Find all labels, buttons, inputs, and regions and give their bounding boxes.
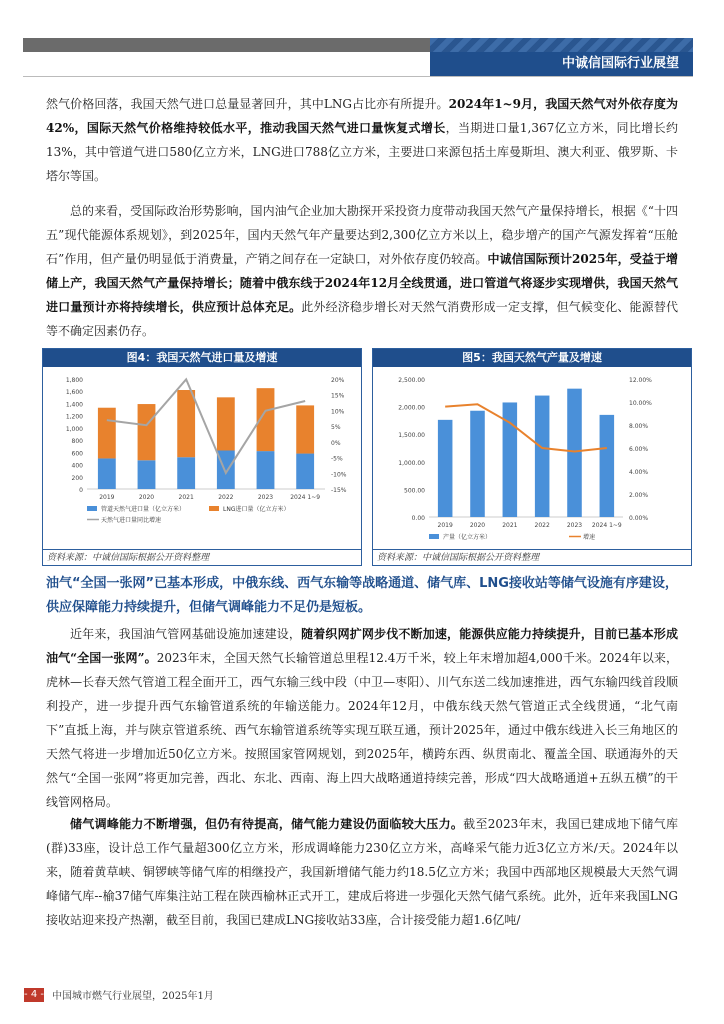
bar	[470, 411, 485, 517]
p4-bold: 储气调峰能力不断增强，但仍有待提高，储气能力建设仍面临较大压力。	[70, 817, 464, 831]
y2-tick-label: 6.00%	[629, 446, 649, 453]
p3-bold: 随着织网扩网步伐不断加速，能源供应能力持续提升，目前已基本形成油气“全国一张网”。	[46, 627, 678, 665]
x-tick-label: 2019	[437, 522, 453, 529]
series-line	[107, 379, 305, 473]
header-rule	[23, 76, 693, 77]
y-tick-label: 1,500.00	[398, 432, 425, 440]
series-line	[445, 404, 607, 451]
p1-bold: 2024年1~9月，我国天然气对外依存度为42%，国际天然气价格维持较低水平，推动我国天然气进口量恢复式增长	[46, 97, 679, 135]
y2-tick-label: 10%	[331, 408, 345, 416]
y2-tick-label: -5%	[331, 455, 343, 463]
legend-swatch	[87, 506, 97, 511]
y2-tick-label: 10.00%	[629, 400, 652, 407]
bar	[138, 460, 156, 489]
p3-text-b: 2023年末，全国天然气长输管道总里程12.4万千米，较上年末增加超4,000千米。2024年以来，虎林—长春天然气管道工程全面开工，西气东输三线中段（中卫—枣阳）、川气东送二线加速推进，西气东输四线首段顺利投产，进一步提升西气东输管道系统的年输送能力。2024年12月，中俄东线天然气管道正式全线贯通，“北气南下”直抵上海，并与陕京管道系统、西气东输管道系统等实现互联互通，预计2025年，通过中俄东线进入长三角地区的天然气将进一步增加近50亿立方米。按照国家管网规划，到2025年，横跨东西、纵贯南北、覆盖全国、联通海外的天然气“全国一张网”将更加完善，西北、东北、西南、海上四大战略通道持续完善，形成“四大战略通道+五纵五横”的干线管网格局。	[46, 651, 678, 809]
y2-tick-label: 15%	[331, 392, 345, 400]
y-tick-label: 0	[79, 487, 83, 494]
y2-tick-label: 4.00%	[629, 469, 649, 476]
x-tick-label: 2020	[469, 522, 486, 529]
y-tick-label: 600	[71, 450, 83, 458]
bar	[600, 415, 615, 517]
y-tick-label: 1,400	[65, 401, 83, 409]
bar	[438, 420, 453, 517]
y2-tick-label: 5%	[331, 424, 341, 432]
y-tick-label: 2,000.00	[398, 404, 425, 412]
y-tick-label: 2,500.00	[398, 377, 425, 384]
y-tick-label: 500.00	[404, 487, 425, 495]
header-decoration	[430, 38, 693, 52]
p2-text-b: 此外经济稳步增长对天然气消费形成一定支撑，但气候变化、能源替代等不确定因素仍存。	[46, 300, 678, 338]
y-tick-label: 1,000	[65, 425, 83, 433]
figure-5	[372, 348, 692, 566]
section-heading: 油气“全国一张网”已基本形成，中俄东线、西气东输等战略通道、储气库、LNG接收站等储气设施有序建设，供应保障能力持续提升，但储气调峰能力不足仍是短板。	[46, 576, 678, 615]
x-tick-label: 2021	[178, 494, 194, 501]
bar	[98, 408, 116, 459]
bar	[257, 451, 275, 489]
bar	[296, 454, 314, 489]
bar	[98, 458, 116, 489]
legend-label: 天然气进口量同比增速	[101, 517, 162, 524]
y-tick-label: 1,200	[65, 413, 83, 421]
x-tick-label: 2019	[99, 494, 115, 501]
y2-tick-label: 2.00%	[629, 492, 649, 499]
y-tick-label: 800	[71, 438, 83, 446]
legend-label: 产量（亿立方米）	[443, 534, 492, 541]
y-tick-label: 400	[71, 462, 83, 470]
y2-tick-label: -15%	[331, 487, 347, 494]
p2-text-a: 总的来看，受国际政治形势影响，国内油气企业加大勘探开采投资力度带动我国天然气产量保持增长，根据《“十四五”现代能源体系规划》，到2025年，国内天然气年产量要达到2,300亿立方米以上，稳步增产的国产气源发挥着“压舱石”作用，但产量仍明显低于消费量，产销之间存在一定缺口，对外依存度仍较高。	[46, 204, 678, 266]
y-tick-label: 200	[71, 474, 83, 482]
p2-bold: 中诚信国际预计2025年，受益于增储上产，我国天然气产量保持增长；随着中俄东线于2024年12月全线贯通，进口管道气将逐步实现增供，我国天然气进口量预计亦将持续增长，供应预计总体充足。	[46, 252, 678, 314]
y2-tick-label: -10%	[331, 471, 347, 479]
footer-text: 中国城市燃气行业展望，2025年1月	[52, 991, 214, 1002]
paragraph-4	[46, 812, 678, 932]
bar	[535, 396, 550, 517]
p3-text-a: 近年来，我国油气管网基础设施加速建设，	[70, 627, 302, 641]
y-tick-label: 1,600	[65, 389, 83, 397]
y-tick-label: 0.00	[411, 515, 425, 522]
figure-5-title: 图5：我国天然气产量及增速	[373, 349, 691, 367]
header-brand: 中诚信国际行业展望	[430, 52, 693, 76]
paragraph-2	[46, 199, 678, 343]
y2-tick-label: 0.00%	[629, 515, 649, 522]
y2-tick-label: 12.00%	[629, 377, 652, 384]
p1-text-b: ，当期进口量1,367亿立方米，同比增长约13%，其中管道气进口580亿立方米，LNG进口788亿立方米，主要进口来源包括土库曼斯坦、澳大利亚、俄罗斯、卡塔尔等国。	[46, 121, 678, 183]
figure-4-source: 资料来源：中诚信国际根据公开资料整理	[43, 549, 361, 565]
legend-label: LNG进口量（亿立方米）	[223, 506, 290, 513]
bar	[138, 404, 156, 460]
y2-tick-label: 0%	[331, 439, 341, 447]
figure-4-chart	[43, 367, 361, 549]
figure-4-title: 图4：我国天然气进口量及增速	[43, 349, 361, 367]
figure-5-source: 资料来源：中诚信国际根据公开资料整理	[373, 549, 691, 565]
bar	[217, 397, 235, 450]
bar	[177, 390, 195, 457]
p4-text: 截至2023年末，我国已建成地下储气库(群)33座，设计总工作气量超300亿立方米，形成调峰能力230亿立方米，高峰采气能力近3亿立方米/天。2024年以来，随着黄草峡、铜锣峡等储气库的相继投产，我国新增储气能力约18.5亿立方米；我国中西部地区规模最大天然气调峰储气库--榆37储气库集注站工程在陕西榆林正式开工，建成后将进一步强化天然气储气系统。此外，近年来我国LNG接收站迎来投产热潮，截至目前，我国已建成LNG接收站33座，合计接受能力超1.6亿吨/	[46, 817, 678, 927]
x-tick-label: 2020	[138, 494, 155, 501]
p1-text-a: 然气价格回落，我国天然气进口总量显著回升，其中LNG占比亦有所提升。	[46, 97, 449, 111]
y-tick-label: 1,000.00	[398, 459, 425, 467]
figure-4	[42, 348, 362, 566]
paragraph-1	[46, 92, 678, 188]
legend-label: 增速	[583, 534, 596, 541]
bar	[296, 405, 314, 453]
page-number: - 4 -	[24, 989, 44, 1000]
legend-swatch	[209, 506, 219, 511]
x-tick-label: 2023	[566, 522, 583, 529]
x-tick-label: 2024 1~9	[290, 494, 321, 501]
y2-tick-label: 8.00%	[629, 423, 649, 430]
legend-label: 管道天然气进口量（亿立方米）	[101, 506, 186, 513]
x-tick-label: 2022	[534, 522, 550, 529]
y2-tick-label: 20%	[331, 377, 345, 384]
x-tick-label: 2024 1~9	[591, 522, 622, 529]
x-tick-label: 2023	[257, 494, 274, 501]
bar	[567, 389, 582, 517]
x-tick-label: 2021	[502, 522, 518, 529]
y-tick-label: 1,800	[65, 377, 83, 384]
legend-swatch	[429, 534, 439, 539]
bar	[177, 457, 195, 489]
x-tick-label: 2022	[218, 494, 234, 501]
paragraph-3	[46, 622, 678, 814]
figure-5-chart	[373, 367, 691, 549]
